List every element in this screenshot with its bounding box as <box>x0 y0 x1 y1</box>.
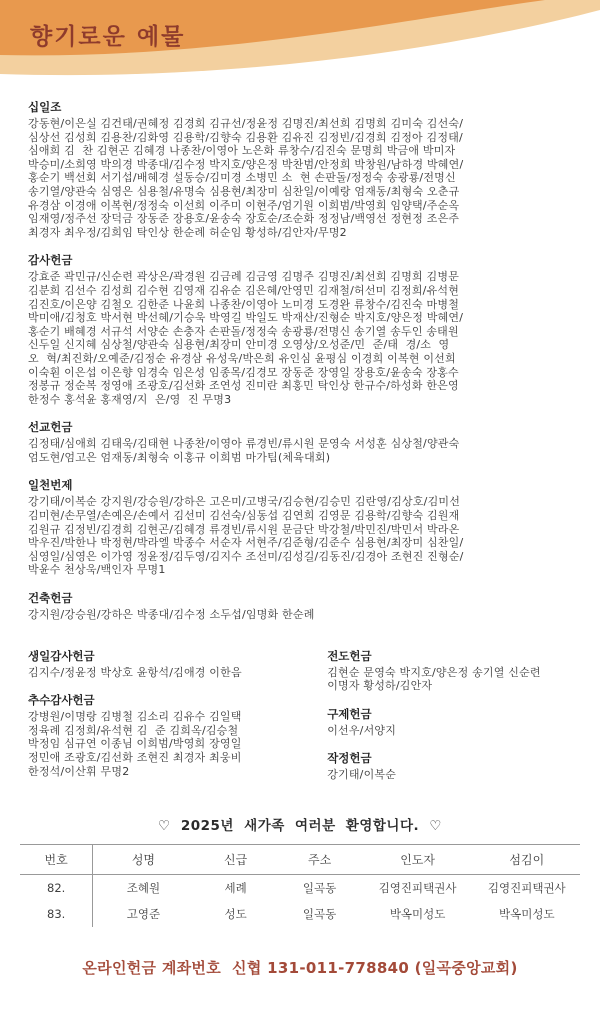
section-building <box>28 590 572 622</box>
section-pledge <box>327 750 572 782</box>
names-line: 엄도현/엄고은 엄재동/최형숙 이홍규 이희범 마가팀(체육대회) <box>28 450 331 464</box>
names-line: 정민애 조광호/김선화 조현진 최경자 최웅비 <box>28 751 242 764</box>
table-header-row <box>20 845 580 875</box>
names-line: 강효준 곽민규/신순련 곽상은/곽경원 김금례 김금영 김명주 김명진/최선희 김명희 김병문 <box>28 270 460 284</box>
names-line: 오 혁/최진화/오예준/김정순 유경삼 유성욱/박은희 유인심 윤평심 이경희 이복현 이선희 <box>28 351 456 365</box>
names-line: 이선우/서양지 <box>327 723 397 737</box>
names-line: 정육례 김정희/유석현 김 준 김희옥/김승철 <box>28 723 239 737</box>
section-title-pledge: 작정헌금 <box>327 751 372 766</box>
names-line: 홍순기 백선회 서기섭/배혜경 설동승/김미경 소병민 소 현 손판돌/정정숙 송광룡/전명신 <box>28 171 456 185</box>
section-title-birthday: 생일감사헌금 <box>28 648 95 663</box>
cell-number: 82. <box>20 875 93 902</box>
table-row <box>20 901 580 927</box>
right-column <box>327 635 572 782</box>
section-title-harvest: 추수감사헌금 <box>28 693 95 708</box>
new-family-table-wrap <box>20 844 580 927</box>
names-line: 정봉규 정순복 정영애 조광호/김선화 조연성 진미란 최홍민 탁인상 한규수/하성화 한은영 <box>28 379 459 393</box>
section-title-relief: 구제헌금 <box>327 706 372 721</box>
section-tithe <box>28 99 572 239</box>
section-birthday <box>28 648 327 680</box>
section-title-tithe: 십일조 <box>28 100 62 114</box>
names-line: 심상선 김성희 김용찬/김화영 김용학/김향숙 김용환 김유진 김정빈/김경희 김정아 김정태/ <box>28 130 463 144</box>
section-title-evangelism: 전도헌금 <box>327 648 372 663</box>
names-line: 김원규 김정빈/김경희 김현곤/김혜경 류경빈/류시원 문금단 박강철/박민진/박민서 박라온 <box>28 522 460 536</box>
cell-guide: 김영진피택권사 <box>378 881 457 895</box>
cell-carer: 박옥미성도 <box>499 907 555 921</box>
cell-grade: 성도 <box>224 907 247 921</box>
section-mission <box>28 419 572 464</box>
names-line: 강지원/강승원/강하은 박종대/김수정 소두섭/임명화 한순례 <box>28 608 315 622</box>
names-line: 강기태/이복순 <box>327 768 397 782</box>
col-header-address: 주소 <box>278 845 362 875</box>
cell-carer: 김영진피택권사 <box>487 881 566 895</box>
section-title-thousand-offerings: 일천번제 <box>28 478 73 493</box>
names-line: 한정수 홍석윤 홍재영/지 은/영 진 무명3 <box>28 392 232 406</box>
section-title-thanksgiving: 감사헌금 <box>28 253 73 268</box>
names-line: 김현순 문영숙 박지호/양은정 송기열 신순련 <box>327 665 541 679</box>
col-header-guide: 인도자 <box>362 845 474 875</box>
names-line: 한정석/이산휘 무명2 <box>28 764 130 778</box>
names-line: 심애희 김 찬 김현곤 김혜경 나종찬/이영아 노은화 류창수/김진숙 문명희 박금애 박미자 <box>28 144 456 158</box>
section-harvest <box>28 692 327 778</box>
names-line: 김진호/이은양 김철오 김한준 나윤희 나종찬/이영아 노미경 도경완 류창수/김진숙 마병철 <box>28 297 460 311</box>
names-line: 김지수/정윤정 박상호 윤항석/김애경 이한음 <box>28 665 242 679</box>
col-header-number: 번호 <box>20 845 93 875</box>
names-line: 박미애/김청호 박서현 박선혜/기승욱 박영길 박일도 박재산/진형순 박지호/양은정 박혜연/ <box>28 311 464 325</box>
cell-name: 고영준 <box>126 907 161 921</box>
names-line: 심영일/심영은 이가영 정윤정/김두영/김지수 조선미/김성길/김동진/김경아 조현진 진형순/ <box>28 549 464 563</box>
page-title: 향기로운 예물 <box>30 24 186 50</box>
section-thousand-offerings <box>28 477 572 577</box>
names-line: 이숙훤 이은섭 이은향 임경숙 임은성 임종목/김경모 장동준 장영일 장용호/윤송숙 장홍수 <box>28 365 459 379</box>
section-relief <box>327 706 572 738</box>
names-line: 최경자 최우정/김희임 탁인상 한순례 허순임 황성하/김안자/무명2 <box>28 225 347 239</box>
cell-guide: 박옥미성도 <box>389 907 446 921</box>
names-line: 박승미/소희영 박의경 박종대/김수정 박지호/양은정 박찬범/안정희 박창원/남하경 박혜연/ <box>28 157 464 171</box>
cell-address: 일곡동 <box>302 907 337 921</box>
section-title-building: 건축헌금 <box>28 591 73 606</box>
names-line: 이명자 황성하/김안자 <box>327 679 433 693</box>
left-column <box>28 635 327 782</box>
col-header-carer: 섬김이 <box>474 845 580 875</box>
names-line: 임재영/정주선 장덕금 장동준 장용호/윤송숙 장호순/조순화 정정남/백영선 정현정 조은주 <box>28 212 460 226</box>
cell-grade: 세례 <box>224 881 247 895</box>
names-line: 김미현/손무열/손예은/손예서 김선미 김선숙/심동섭 김연희 김영문 김용학/김향숙 김원재 <box>28 509 460 523</box>
names-line: 송기열/양관숙 심영은 심용철/유명숙 심용현/최장미 심찬일/이예랑 엄재동/최형숙 오춘규 <box>28 184 460 198</box>
section-title-mission: 선교헌금 <box>28 420 73 435</box>
names-line: 유경삼 이경애 이복현/정정숙 이선희 이주미 이현주/엄기원 이희범/박영희 임양택/주순옥 <box>28 198 460 212</box>
new-family-welcome-heading: ♡ 2025년 새가족 여러분 환영합니다. ♡ <box>158 818 442 834</box>
names-line: 박정임 심규연 이종님 이희범/박영희 장영일 <box>28 737 242 751</box>
names-line: 강동현/이은실 김건태/권혜정 김경희 김규선/정윤정 김명진/최선희 김명희 김미숙 김선숙/ <box>28 117 464 130</box>
names-line: 신두일 신지혜 심상철/양관숙 심용현/최장미 안미경 오영상/오성준/민 준/태 경/소 영 <box>28 338 450 352</box>
table-row <box>20 875 580 902</box>
col-header-name: 성명 <box>93 845 194 875</box>
cell-name: 조혜원 <box>126 881 161 895</box>
cell-address: 일곡동 <box>302 881 337 895</box>
names-line: 강기태/이복순 강지원/강승원/강하은 고은미/고병국/김승현/김승민 김란영/김상호/김미선 <box>28 495 461 509</box>
section-evangelism <box>327 648 572 693</box>
names-line: 김분희 김선수 김성희 김수현 김영재 김유순 김은혜/안영민 김재철/허선미 김정희/유석현 <box>28 283 460 297</box>
two-column-offerings <box>28 635 572 782</box>
section-thanksgiving <box>28 252 572 406</box>
names-line: 강병원/이명랑 김병철 김소리 김유수 김일택 <box>28 710 242 724</box>
names-line: 박우진/박한나 박정현/박라엘 박종수 서순자 서현주/김준형/김준수 심용현/최장미 심찬일/ <box>28 536 464 550</box>
offering-lists <box>0 84 600 782</box>
new-family-table <box>20 844 580 927</box>
page-header <box>0 0 600 84</box>
cell-number: 83. <box>20 901 93 927</box>
names-line: 김정태/심애희 김태욱/김태현 나종찬/이영아 류경빈/류시원 문영숙 서성훈 심상철/양관숙 <box>28 437 460 451</box>
online-offering-account-info: 온라인헌금 계좌번호 신협 131-011-778840 (일곡중앙교회) <box>82 959 518 977</box>
names-line: 홍순기 배혜경 서규석 서양순 손충자 손판돌/정정숙 송광룡/전명신 송기열 송두인 송태원 <box>28 324 459 338</box>
names-line: 박윤수 천상욱/백인자 무명1 <box>28 563 166 577</box>
col-header-grade: 신급 <box>194 845 278 875</box>
